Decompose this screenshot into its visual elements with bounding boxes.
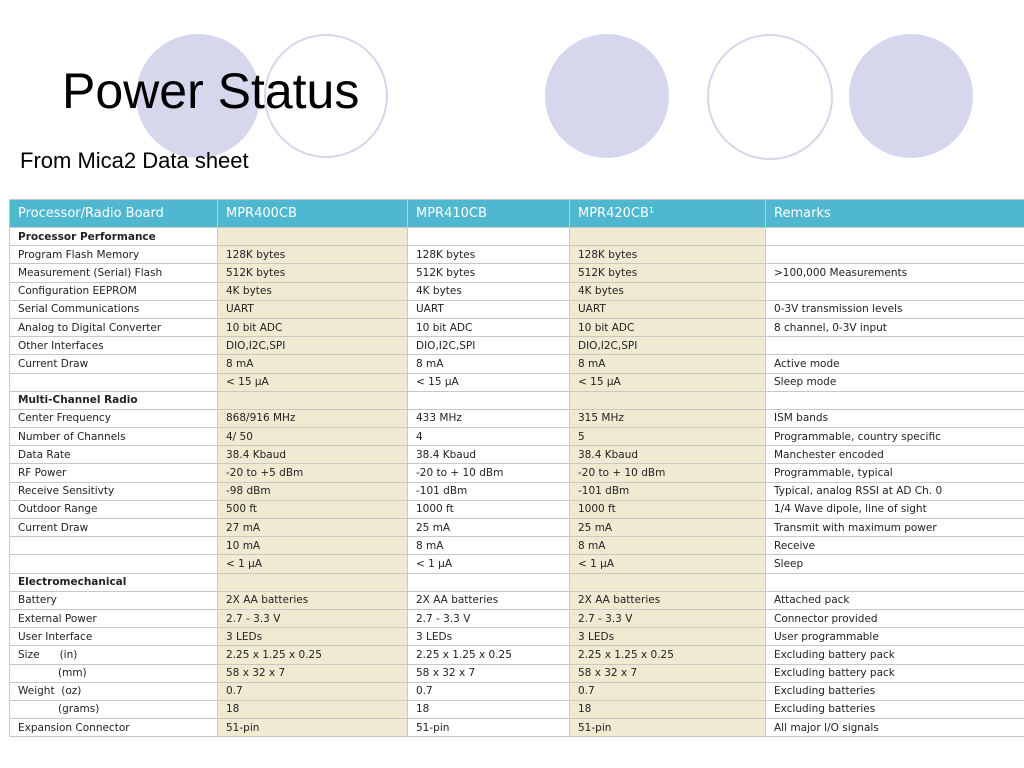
table-cell: Data Rate [10, 446, 218, 464]
table-cell: Electromechanical [10, 573, 218, 591]
table-cell: 4K bytes [570, 282, 766, 300]
table-cell: 3 LEDs [218, 628, 408, 646]
table-cell [766, 573, 1024, 591]
table-cell: Transmit with maximum power [766, 519, 1024, 537]
table-cell: ISM bands [766, 409, 1024, 427]
table-cell: 128K bytes [218, 246, 408, 264]
table-cell: 51-pin [570, 719, 766, 737]
table-cell [218, 391, 408, 409]
table-cell: 315 MHz [570, 409, 766, 427]
table-cell: Serial Communications [10, 300, 218, 318]
table-cell: 4K bytes [218, 282, 408, 300]
table-cell: < 1 µA [218, 555, 408, 573]
table-row [10, 646, 1024, 664]
column-header: Processor/Radio Board [10, 200, 218, 228]
table-cell: UART [218, 300, 408, 318]
table-cell [10, 537, 218, 555]
table-cell: < 15 µA [218, 373, 408, 391]
table-cell: Typical, analog RSSI at AD Ch. 0 [766, 482, 1024, 500]
table-cell: Weight (oz) [10, 682, 218, 700]
table-cell: Excluding battery pack [766, 646, 1024, 664]
table-section-row [10, 391, 1024, 409]
table-cell: Center Frequency [10, 409, 218, 427]
table-body [10, 228, 1024, 737]
table-cell: Receive Sensitivty [10, 482, 218, 500]
table-row [10, 300, 1024, 318]
table-row [10, 609, 1024, 627]
table-cell: 10 bit ADC [218, 318, 408, 336]
table-cell: 128K bytes [570, 246, 766, 264]
table-row [10, 700, 1024, 718]
table-cell [570, 391, 766, 409]
table-cell: Processor Performance [10, 228, 218, 246]
table-cell: UART [408, 300, 570, 318]
table-cell [10, 555, 218, 573]
page-title: Power Status [62, 63, 360, 119]
table-cell: 433 MHz [408, 409, 570, 427]
table-cell: 2X AA batteries [218, 591, 408, 609]
table-header-row [10, 200, 1024, 228]
table-row [10, 682, 1024, 700]
table-cell: 51-pin [408, 719, 570, 737]
column-header: MPR420CB¹ [570, 200, 766, 228]
table-cell: 8 channel, 0-3V input [766, 318, 1024, 336]
table-cell: -101 dBm [408, 482, 570, 500]
table-cell: 25 mA [408, 519, 570, 537]
table-cell [408, 573, 570, 591]
table-row [10, 318, 1024, 336]
page-subtitle: From Mica2 Data sheet [20, 148, 249, 173]
table-cell: 38.4 Kbaud [408, 446, 570, 464]
table-cell [570, 228, 766, 246]
table-cell: 512K bytes [408, 264, 570, 282]
table-cell: 2X AA batteries [570, 591, 766, 609]
table-cell: 58 x 32 x 7 [570, 664, 766, 682]
table-cell: 38.4 Kbaud [570, 446, 766, 464]
table-cell [766, 282, 1024, 300]
table-section-row [10, 228, 1024, 246]
table-cell: Outdoor Range [10, 500, 218, 518]
table-row [10, 428, 1024, 446]
table-cell: 868/916 MHz [218, 409, 408, 427]
table-cell: 0-3V transmission levels [766, 300, 1024, 318]
table-row [10, 337, 1024, 355]
table-cell [218, 573, 408, 591]
table-cell: -20 to +5 dBm [218, 464, 408, 482]
table-cell [766, 246, 1024, 264]
decorative-circle [545, 34, 669, 158]
table-cell [218, 228, 408, 246]
table-cell: 128K bytes [408, 246, 570, 264]
table-cell: 18 [218, 700, 408, 718]
table-cell: 51-pin [218, 719, 408, 737]
table-cell: Programmable, typical [766, 464, 1024, 482]
table-cell: -20 to + 10 dBm [570, 464, 766, 482]
table-row [10, 628, 1024, 646]
table-cell: 27 mA [218, 519, 408, 537]
table-cell: All major I/O signals [766, 719, 1024, 737]
table-row [10, 409, 1024, 427]
table-cell: 18 [570, 700, 766, 718]
table-cell: 10 bit ADC [570, 318, 766, 336]
table-cell: Multi-Channel Radio [10, 391, 218, 409]
table-cell: 1000 ft [408, 500, 570, 518]
table-cell: Attached pack [766, 591, 1024, 609]
table-cell: 18 [408, 700, 570, 718]
table-cell: Current Draw [10, 519, 218, 537]
table-cell: Manchester encoded [766, 446, 1024, 464]
table-cell [766, 228, 1024, 246]
table-cell: 0.7 [218, 682, 408, 700]
table-cell: 0.7 [570, 682, 766, 700]
table-cell: 10 bit ADC [408, 318, 570, 336]
table-cell: 3 LEDs [570, 628, 766, 646]
table-cell: 1000 ft [570, 500, 766, 518]
table-cell: 512K bytes [218, 264, 408, 282]
table-row [10, 482, 1024, 500]
table-cell [10, 700, 218, 718]
table-cell: 8 mA [570, 537, 766, 555]
table-cell: Sleep [766, 555, 1024, 573]
table-cell: < 1 µA [570, 555, 766, 573]
table-row [10, 719, 1024, 737]
table-cell [766, 391, 1024, 409]
table-row [10, 446, 1024, 464]
table-row [10, 519, 1024, 537]
table-cell: Measurement (Serial) Flash [10, 264, 218, 282]
table-row [10, 464, 1024, 482]
table-cell: Current Draw [10, 355, 218, 373]
table-cell: 2.7 - 3.3 V [218, 609, 408, 627]
table-cell: 38.4 Kbaud [218, 446, 408, 464]
table-cell: 8 mA [570, 355, 766, 373]
table-cell: User Interface [10, 628, 218, 646]
indented-label: (grams) [58, 703, 100, 716]
table-cell: 25 mA [570, 519, 766, 537]
table-cell: 2.25 x 1.25 x 0.25 [408, 646, 570, 664]
table-cell: 500 ft [218, 500, 408, 518]
table-cell [10, 664, 218, 682]
table-cell: Battery [10, 591, 218, 609]
table-cell: -20 to + 10 dBm [408, 464, 570, 482]
table-cell: -101 dBm [570, 482, 766, 500]
table-cell: 2.25 x 1.25 x 0.25 [570, 646, 766, 664]
table-cell: DIO,I2C,SPI [218, 337, 408, 355]
table-cell: < 1 µA [408, 555, 570, 573]
table-cell: 8 mA [218, 355, 408, 373]
decorative-circle [849, 34, 973, 158]
table-cell: Excluding batteries [766, 682, 1024, 700]
table-cell: Receive [766, 537, 1024, 555]
table-cell: Active mode [766, 355, 1024, 373]
table-row [10, 373, 1024, 391]
table-cell: Excluding battery pack [766, 664, 1024, 682]
table-cell: Expansion Connector [10, 719, 218, 737]
table-row [10, 246, 1024, 264]
table-cell: Program Flash Memory [10, 246, 218, 264]
indented-label: (mm) [58, 667, 87, 680]
table-cell: 0.7 [408, 682, 570, 700]
table-cell: 5 [570, 428, 766, 446]
table-cell: 2X AA batteries [408, 591, 570, 609]
table-cell [408, 391, 570, 409]
table-section-row [10, 573, 1024, 591]
table-cell: Sleep mode [766, 373, 1024, 391]
table-cell: Number of Channels [10, 428, 218, 446]
table-cell: Programmable, country specific [766, 428, 1024, 446]
table-cell: UART [570, 300, 766, 318]
table-cell: 3 LEDs [408, 628, 570, 646]
table-cell: 10 mA [218, 537, 408, 555]
table-cell: RF Power [10, 464, 218, 482]
table-cell: 8 mA [408, 355, 570, 373]
table-cell: Size (in) [10, 646, 218, 664]
decorative-circle-outline [707, 34, 833, 160]
table-row [10, 264, 1024, 282]
table-row [10, 591, 1024, 609]
table-cell: 8 mA [408, 537, 570, 555]
table-row [10, 282, 1024, 300]
table-cell [766, 337, 1024, 355]
spec-table [9, 199, 1024, 737]
table-row [10, 555, 1024, 573]
table-cell: >100,000 Measurements [766, 264, 1024, 282]
table-row [10, 500, 1024, 518]
table-cell: 2.25 x 1.25 x 0.25 [218, 646, 408, 664]
table-cell: External Power [10, 609, 218, 627]
table-cell [408, 228, 570, 246]
table-cell: Other Interfaces [10, 337, 218, 355]
table-cell: 4K bytes [408, 282, 570, 300]
table-cell: < 15 µA [570, 373, 766, 391]
table-cell: 1/4 Wave dipole, line of sight [766, 500, 1024, 518]
table-cell: Excluding batteries [766, 700, 1024, 718]
table-cell: 58 x 32 x 7 [408, 664, 570, 682]
table-cell: Analog to Digital Converter [10, 318, 218, 336]
table-cell [10, 373, 218, 391]
table-row [10, 355, 1024, 373]
column-header: MPR410CB [408, 200, 570, 228]
table-cell: Configuration EEPROM [10, 282, 218, 300]
table-cell: 58 x 32 x 7 [218, 664, 408, 682]
column-header: MPR400CB [218, 200, 408, 228]
table-cell: User programmable [766, 628, 1024, 646]
table-cell: DIO,I2C,SPI [570, 337, 766, 355]
table-cell: 4 [408, 428, 570, 446]
table-cell: DIO,I2C,SPI [408, 337, 570, 355]
column-header: Remarks [766, 200, 1024, 228]
table-row [10, 537, 1024, 555]
table-cell: < 15 µA [408, 373, 570, 391]
table-cell: 4/ 50 [218, 428, 408, 446]
table-cell: 2.7 - 3.3 V [408, 609, 570, 627]
table-cell: -98 dBm [218, 482, 408, 500]
table-cell: Connector provided [766, 609, 1024, 627]
table-row [10, 664, 1024, 682]
table-cell: 2.7 - 3.3 V [570, 609, 766, 627]
table-cell: 512K bytes [570, 264, 766, 282]
table-cell [570, 573, 766, 591]
